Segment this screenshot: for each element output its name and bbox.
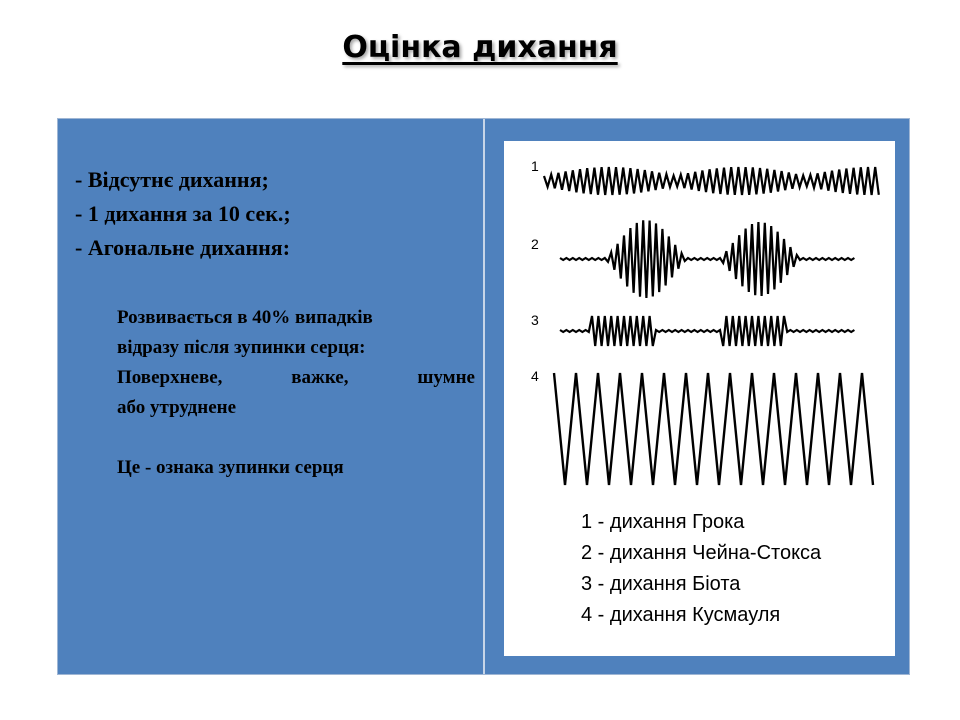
biot-breathing-trace	[560, 316, 854, 346]
grok-breathing-trace	[544, 167, 879, 195]
bullet-item: - 1 дихання за 10 сек.;	[75, 201, 291, 226]
agonal-description	[117, 303, 475, 483]
breathing-patterns-figure	[504, 141, 895, 656]
legend-item: 3 - дихання Біота	[581, 573, 741, 595]
bullet-item: - Агональне дихання:	[75, 235, 291, 260]
trace-number: 4	[531, 368, 539, 384]
trace-number: 2	[531, 236, 539, 252]
legend-item: 4 - дихання Кусмауля	[581, 604, 781, 626]
cheyne-stokes-trace	[560, 220, 854, 298]
right-cell	[485, 119, 909, 674]
legend-item: 2 - дихання Чейна-Стокса	[581, 542, 822, 564]
page-title: Оцінка дихання	[342, 30, 618, 65]
cardiac-arrest-note: Це - ознака зупинки серця	[117, 457, 344, 478]
description-line: Поверхневе, важке, шумне	[117, 367, 475, 388]
kussmaul-breathing-trace	[554, 373, 873, 485]
figure-legend	[581, 507, 821, 631]
waveform-diagram	[504, 141, 895, 501]
trace-number: 1	[531, 158, 539, 174]
content-table	[57, 118, 910, 675]
trace-number: 3	[531, 312, 539, 328]
legend-item: 1 - дихання Грока	[581, 511, 745, 533]
bullet-list	[75, 163, 291, 265]
description-line: Розвивається в 40% випадків	[117, 307, 373, 328]
bullet-item: - Відсутнє дихання;	[75, 167, 269, 192]
left-cell	[58, 119, 485, 674]
description-line: відразу після зупинки серця:	[117, 337, 366, 358]
description-line: або утруднене	[117, 397, 237, 418]
